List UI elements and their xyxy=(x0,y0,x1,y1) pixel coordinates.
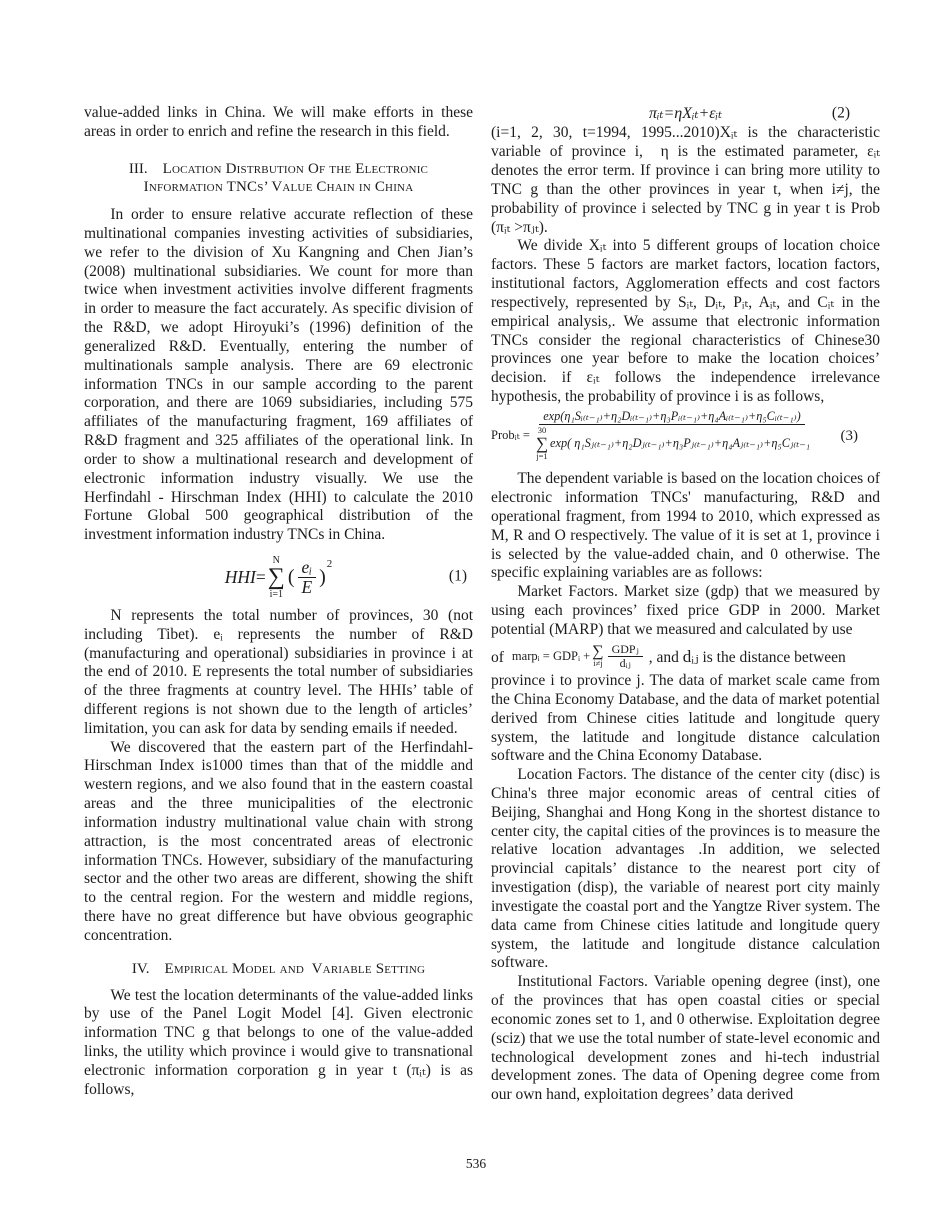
section-heading-4 xyxy=(84,960,473,979)
fraction-denominator: E xyxy=(301,576,313,597)
two-column-layout xyxy=(84,104,881,1105)
formula-hhi xyxy=(84,555,473,600)
dij-symbol: dᵢⱼ xyxy=(682,647,699,667)
paragraph-institutional-factors: Institutional Factors. Variable opening degree (inst), one of the provinces that has open coastal cities or special economic zones set to 1, and 0 otherwise. Exploitation degree (sciz) that we use the total number of state-level economic and technological development zones and hi-tech industrial development zones. The data of Opening degree come from our own hand, exploitation degrees’ data derived xyxy=(491,973,880,1104)
sigma-icon: ∑ xyxy=(535,433,549,453)
formula-lhs: Probᵢₜ = xyxy=(491,427,530,442)
close-paren: ) xyxy=(319,566,326,589)
section-title: Location Distrbution Of the Electronic Information TNCs’ Value Chain in China xyxy=(143,160,429,196)
formula-lhs: marpᵢ = GDPᵢ + xyxy=(511,648,591,663)
formula-body: πᵢₜ=ηXᵢₜ+εᵢₜ xyxy=(648,105,723,122)
paragraph-model-intro: We test the location determinants of the value-added links by use of the Panel Logit Model [4]. Given electronic information TNC g that belongs to one of the value-added links, the utility which province i would give to transnational electronic information corporation g in year t (πᵢₜ) is as follows, xyxy=(84,986,473,1098)
paragraph-intro: value-added links in China. We will make efforts in these areas in order to enrich and refine the research in this field. xyxy=(84,104,473,140)
equation-number-2: (2) xyxy=(831,104,850,122)
fraction-numerator: GDPⱼ xyxy=(608,643,643,657)
section-title: Empirical Model and Variable Setting xyxy=(164,960,426,977)
fraction-numerator: exp(η₁Sᵢ₍ₜ₋₁₎+η₂Dᵢ₍ₜ₋₁₎+η₃Pᵢ₍ₜ₋₁₎+η₄Aᵢ₍ₜ₋₁₎+η₅Cᵢ₍ₜ₋₁₎) xyxy=(539,410,805,426)
fraction xyxy=(298,558,317,598)
paragraph-dependent-variable: The dependent variable is based on the location choices of electronic information TNCs' manufacturing, R&D and operational fragment, from 1994 to 2010, which expressed as M, R and O respectively. The value of it is set at 1, province i is selected by the value-added chain, and 0 otherwise. The specific explaining variables are as follows: xyxy=(491,470,880,582)
formula-probability xyxy=(491,410,880,461)
summation-symbol xyxy=(268,555,285,600)
formula-prefix: of xyxy=(491,649,504,667)
paragraph-market-data-sources: province i to province j. The data of market scale came from the China Economy Database, and the data of market potential derived from Chinese cities latitude and longitude query system, the latitude and longitude distance calculation software and the China Economy Database. xyxy=(491,672,880,765)
fraction-denominator: dᵢⱼ xyxy=(619,655,631,670)
sum-upper-limit: N xyxy=(272,555,280,567)
formula-lhs: HHI xyxy=(224,566,256,587)
exponent: 2 xyxy=(326,557,333,570)
paragraph-findings: We discovered that the eastern part of the Herfindahl-Hirschman Index is1000 times than that of the middle and western regions, and we also found that in the eastern coastal areas and the three municipalities of the electronic information industry multinational value chain with strong attraction, is the most concentrated areas of electronic information TNCs. However, subsidiary of the manufacturing sector and the other two areas are different, showing the shift to the central region. For the western and middle regions, there have no great difference but have obvious geographic concentration. xyxy=(84,738,473,944)
equation-number-1: (1) xyxy=(448,568,467,586)
fraction xyxy=(534,410,810,461)
open-paren: ( xyxy=(287,566,295,589)
formula-utility xyxy=(491,104,880,123)
paragraph-location-factors: Location Factors. The distance of the center city (disc) is China's three major economic areas of central cities of Beijing, Shanghai and Hong Kong in the shortest distance to center city, the capital cities of the provinces is to measure the relative location advantages .In addition, we selected provincial capitals’ distance to the nearest port city of investigation (disp), the variable of nearest port city mainly investigate the coastal port and the Yangtze River system. The data came from Chinese cities latitude and longitude query system, the latitude and longitude distance calculation software. xyxy=(491,766,880,972)
sum-lower-limit: i≠j xyxy=(593,658,603,669)
text-and: , and xyxy=(648,649,679,667)
section-numeral: IV. xyxy=(131,960,150,977)
equation-number-3: (3) xyxy=(840,427,858,444)
text-distance: is the distance between xyxy=(702,649,846,667)
paragraph-market-factors: Market Factors. Market size (gdp) that we measured by using each provinces’ fixed price GDP in 2000. Market potential (MARP) that we measured and calculated by use xyxy=(491,583,880,638)
left-column xyxy=(84,104,473,1105)
formula-continuation xyxy=(649,647,846,670)
page-number: 536 xyxy=(465,1156,487,1171)
fraction-numerator: eᵢ xyxy=(298,558,317,578)
fraction xyxy=(608,643,643,670)
denominator-expression: exp( η₁Sⱼ₍ₜ₋₁₎+η₂Dⱼ₍ₜ₋₁₎+η₃Pⱼ₍ₜ₋₁₎+η₄Aⱼ₍ₜ₋₁₎+η₅Cⱼ₍ₜ₋₁ xyxy=(550,436,811,451)
paragraph-equation2-explanation: (i=1, 2, 30, t=1994, 1995...2010)Xᵢₜ is the characteristic variable of province i, η is the estimated parameter, εᵢₜ denotes the error term. If province i can bring more utility to TNC g than the other provinces in year t, when i≠j, the probability of province i selected by TNC g in year t is Prob (πᵢₜ >πⱼₜ). xyxy=(491,124,880,236)
sigma-icon: ∑ xyxy=(592,643,604,661)
sum-lower-limit: i=1 xyxy=(269,588,283,600)
right-column xyxy=(491,104,880,1105)
summation-symbol xyxy=(592,644,603,669)
formula-marp xyxy=(512,643,645,670)
sum-upper-limit: 30 xyxy=(537,425,547,436)
section-heading-3 xyxy=(90,160,467,198)
sum-lower-limit: j=1 xyxy=(536,450,548,461)
paragraph-hhi-explanation: N represents the total number of provinces, 30 (not including Tibet). eᵢ represents the number of R&D (manufacturing and operational) subsidiaries in province i at the end of 2010. E represents the total number of subsidiaries of the three fragments at country level. The HHIs’ table of different regions is not shown due to the length of articles’ limitation, you can ask for data by sending emails if needed. xyxy=(84,606,473,737)
formula-marp-line xyxy=(491,643,880,670)
summation-symbol xyxy=(536,426,548,461)
section-numeral: III. xyxy=(128,160,148,177)
paragraph-sample-description: In order to ensure relative accurate reflection of these multinational companies investing activities of subsidiaries, we refer to the division of Xu Kangning and Chen Jian’s (2008) multinational subsidiaries. We count for more than twice when investment activities involve different fragments in order to measure the fact accurately. As specific division of the R&D, we adopt Hiroyuki’s (1996) definition of the generalized R&D. Eventually, entering the number of multinationals sample analysis. There are 69 electronic information TNCs in our sample according to the parent corporation, and there are 1069 subsidiaries, including 575 affiliates of the manufacturing fragment, 169 affiliates of R&D fragment and 325 affiliates of the operational link. In order to show a multinational research and development of electronic information industry visually. We use the Herfindahl - Hirschman Index (HHI) to calculate the 2010 Fortune Global 500 geographical distribution of the investment information industry TNCs in China. xyxy=(84,206,473,544)
paragraph-factor-groups: We divide Xᵢₜ into 5 different groups of location choice factors. These 5 factors are market factors, location factors, institutional factors, Agglomeration effects and cost factors respectively, represented by Sᵢₜ, Dᵢₜ, Pᵢₜ, Aᵢₜ, and Cᵢₜ in the empirical analysis,. We assume that electronic information TNCs consider the regional characteristics of Chinese30 provinces one year before to make the location choices’ decision. if εᵢₜ follows the independence irrelevance hypothesis, the probability of province i is as follows, xyxy=(491,237,880,406)
sigma-icon: ∑ xyxy=(267,564,285,591)
equals-sign: = xyxy=(255,566,266,587)
fraction-denominator xyxy=(534,425,810,461)
